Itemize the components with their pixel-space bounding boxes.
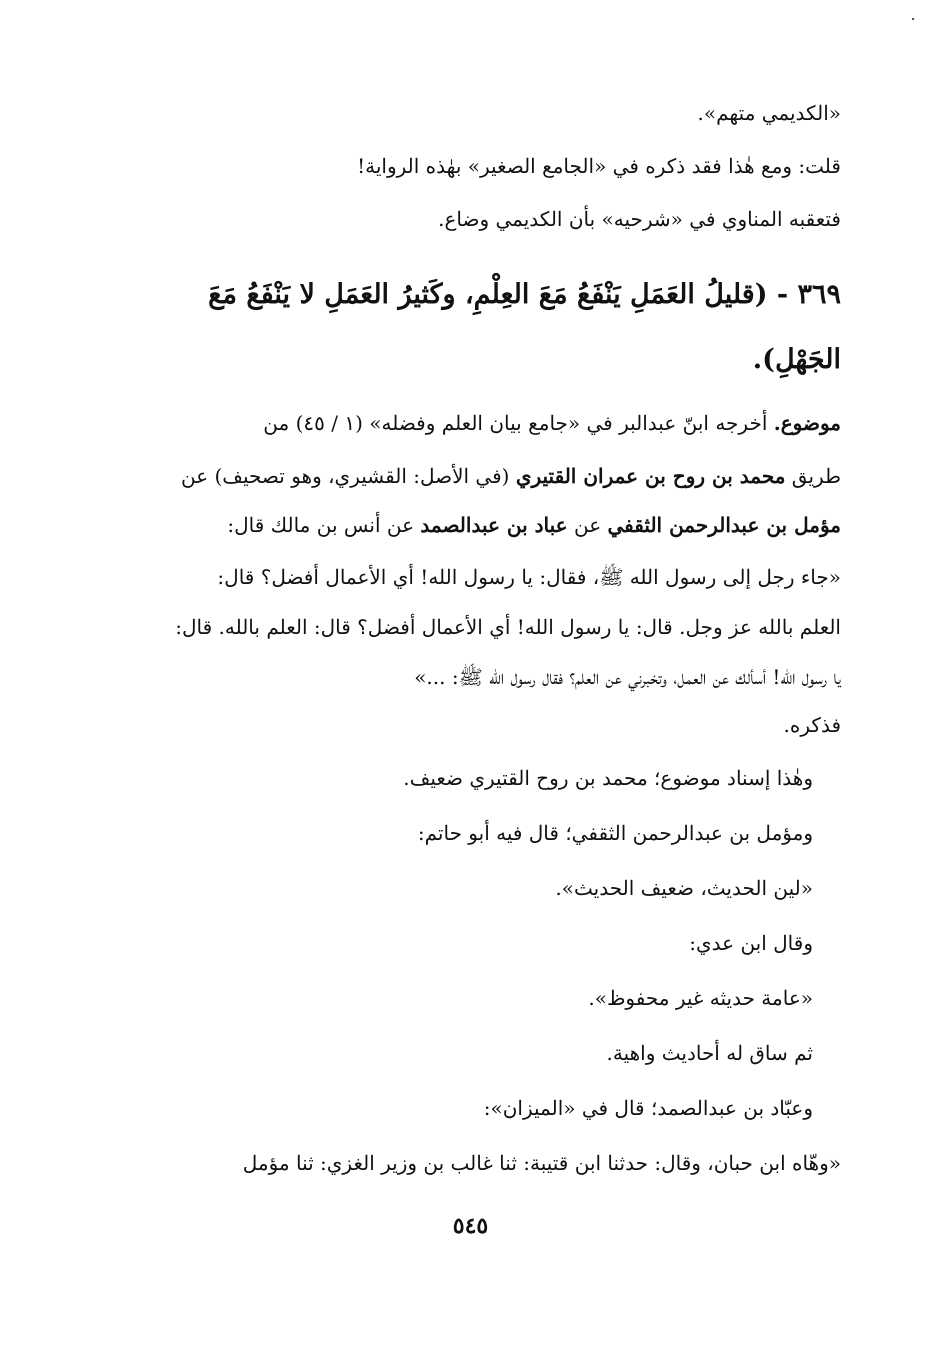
paragraph-line-1-text: أخرجه ابنّ عبدالبر في «جامع بيان العلم وفضله» (١ / ٤٥) من bbox=[263, 411, 768, 435]
scan-speck bbox=[912, 18, 914, 20]
text-line-1: «الكديمي متهم». bbox=[697, 101, 841, 125]
quote-line-1: «جاء رجل إلى رسول الله ﷺ، فقال: يا رسول الله! أي الأعمال أفضل؟ قال: bbox=[217, 565, 841, 589]
remark-line-3: «لين الحديث، ضعيف الحديث». bbox=[555, 876, 813, 900]
quote-line-2: العلم بالله عز وجل. قال: يا رسول الله! أي الأعمال أفضل؟ قال: العلم بالله. قال: bbox=[175, 615, 841, 639]
remark-line-1: وهٰذا إسناد موضوع؛ محمد بن روح القتيري ضعيف. bbox=[403, 766, 813, 790]
page-number: ٥٤٥ bbox=[452, 1213, 489, 1239]
narrator-name-1: محمد بن روح بن عمران القتيري bbox=[515, 464, 786, 488]
paragraph-line-1 bbox=[263, 408, 841, 438]
hadith-heading-line-2: الجَهْلِ). bbox=[752, 344, 841, 375]
remark-line-5: «عامة حديثه غير محفوظ». bbox=[588, 986, 813, 1010]
text-line-3: فتعقبه المناوي في «شرحيه» بأن الكديمي وضاع. bbox=[438, 207, 841, 231]
paragraph-line-3-text-a: عن bbox=[573, 513, 602, 537]
paragraph-line-3 bbox=[227, 510, 841, 540]
verdict-label: موضوع. bbox=[773, 411, 841, 435]
paragraph-line-2-text-a: طريق bbox=[791, 464, 841, 488]
narrator-name-2: مؤمل بن عبدالرحمن الثقفي bbox=[607, 513, 841, 537]
quote-line-3: يا رسول الله! أسألك عن العمل، وتخبرني عن العلم؟ فقال رسول الله ﷺ: ...» bbox=[414, 665, 841, 689]
hadith-heading-line-1: ٣٦٩ - (قليلُ العَمَلِ يَنْفَعُ مَعَ العِلْمِ، وكَثيرُ العَمَلِ لا يَنْفَعُ مَعَ bbox=[208, 279, 841, 310]
text-line-2: قلت: ومع هٰذا فقد ذكره في «الجامع الصغير» بهٰذه الرواية! bbox=[357, 154, 841, 178]
remark-line-6: ثم ساق له أحاديث واهية. bbox=[606, 1041, 813, 1065]
paragraph-line-2-text-b: (في الأصل: القشيري، وهو تصحيف) عن bbox=[180, 464, 510, 488]
remark-line-2: ومؤمل بن عبدالرحمن الثقفي؛ قال فيه أبو حاتم: bbox=[417, 821, 813, 845]
remark-line-7: وعبّاد بن عبدالصمد؛ قال في «الميزان»: bbox=[483, 1096, 813, 1120]
remark-line-8: «وهّاه ابن حبان، وقال: حدثنا ابن قتيبة: ثنا غالب بن وزير الغزي: ثنا مؤمل bbox=[242, 1151, 841, 1175]
paragraph-line-3-text-b: عن أنس بن مالك قال: bbox=[227, 513, 415, 537]
remark-line-4: وقال ابن عدي: bbox=[689, 931, 813, 955]
paragraph-line-2 bbox=[181, 461, 841, 491]
narrator-name-3: عباد بن عبدالصمد bbox=[420, 513, 568, 537]
quote-line-4: فذكره. bbox=[783, 713, 841, 737]
